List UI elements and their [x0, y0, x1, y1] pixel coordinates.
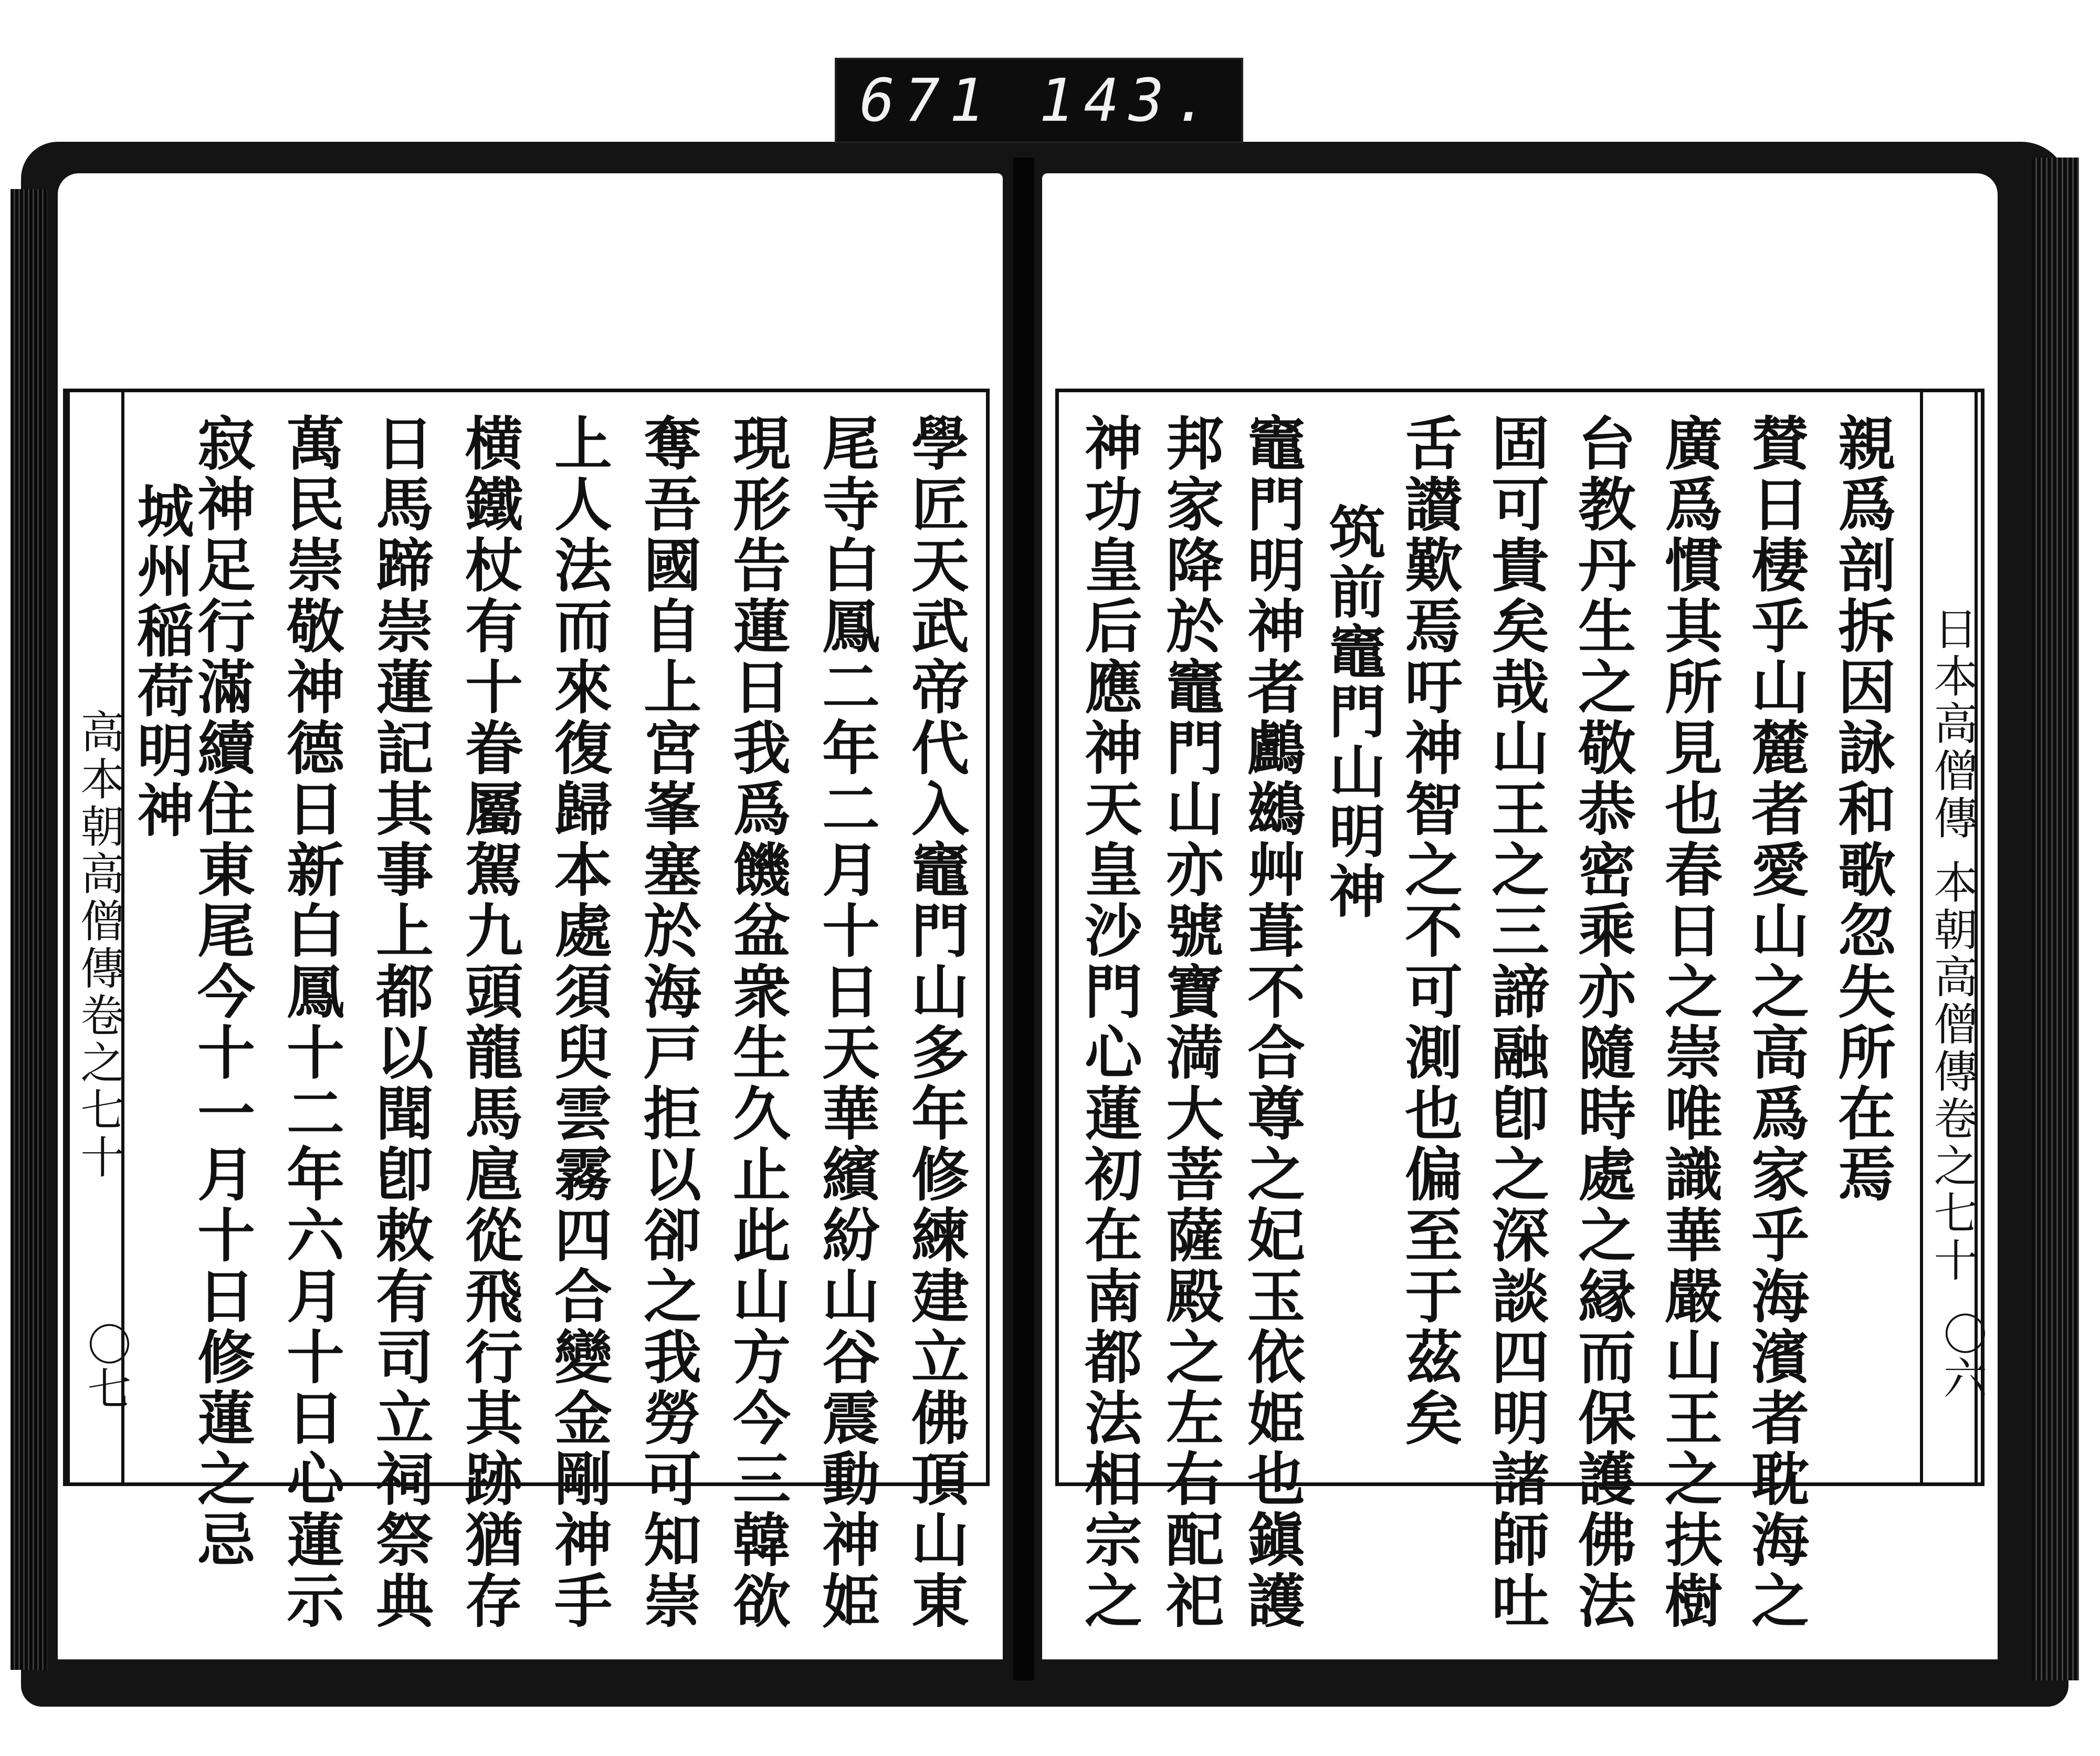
right-column-4: 台教丹生之敬恭密乘亦隨時處之縁而保護佛法 — [1569, 413, 1636, 1632]
left-centre-column: 高本朝高僧傳卷之七十 — [67, 392, 124, 1482]
right-page-number: 〇六 — [1936, 1311, 1988, 1399]
right-column-2: 賛日棲乎山麓者愛山之高爲家乎海濱者耽海之 — [1742, 413, 1810, 1632]
right-column-9: 神功皇后應神天皇沙門心蓮初在南都法相宗之 — [1075, 413, 1143, 1632]
right-column-5: 固可貴矣哉山王之三諦融卽之深談四明諸師吐 — [1482, 413, 1550, 1632]
right-column-6: 舌讃歎焉吁神智之不可測也偏至于茲矣 — [1395, 413, 1463, 1449]
left-page — [58, 173, 1003, 1659]
left-column-5: 上人法而來復歸本處須臾雲霧四合變金剛神手 — [545, 413, 613, 1632]
left-column-1: 學匠天武帝代入竈門山多年修練建立佛頂山東 — [902, 413, 970, 1632]
right-column-1: 親爲剖拆因詠和歌忽失所在焉 — [1829, 413, 1896, 1205]
right-section-heading: 筑前竈門山明神 — [1319, 503, 1385, 922]
left-column-8: 萬民崇敬神德日新白鳳十二年六月十日心蓮示 — [277, 413, 345, 1632]
catalog-label-text: 671 143. — [859, 66, 1219, 135]
right-column-3: 廣爲慣其所見也春日之崇唯識華嚴山王之扶樹 — [1655, 413, 1723, 1632]
right-column-8: 邦家降於竈門山亦號寶満大菩薩殿之左右配祀 — [1157, 413, 1224, 1632]
left-column-2: 尾寺白鳳二年二月十日天華繽紛山谷震動神姫 — [813, 413, 880, 1632]
left-column-7: 日馬蹄崇蓮記其事上都以聞卽敕有司立祠祭典 — [366, 413, 434, 1632]
left-column-9: 寂神足行滿續住東尾今十一月十日修蓮之忌 — [188, 413, 256, 1571]
page-edges-left — [10, 189, 47, 1670]
left-text-frame — [63, 389, 990, 1632]
left-column-3: 現形告蓮日我爲饑盆衆生久止此山方今三韓欲 — [723, 413, 791, 1632]
right-text-frame — [1055, 389, 1988, 1632]
left-page-number: 〇七 — [80, 1322, 132, 1410]
book-gutter — [1013, 158, 1034, 1680]
left-column-4: 奪吾國自上宮峯塞於海戸拒以卻之我勞可知崇 — [634, 413, 702, 1632]
page-edges-right — [2032, 158, 2079, 1680]
right-centre-column: 日本高僧傳 本朝高僧傳卷之七十 — [1920, 392, 1978, 1482]
left-section-heading: 城州稲荷明神 — [128, 482, 194, 841]
right-page — [1042, 173, 1998, 1659]
catalog-label — [835, 58, 1243, 143]
right-column-7: 竈門明神者鸕鷀艸葺不合尊之妃玉依姫也鎭護 — [1238, 413, 1306, 1632]
left-column-6: 横鐵杖有十眷屬駕九頭龍馬扈從飛行其跡猶存 — [456, 413, 523, 1632]
